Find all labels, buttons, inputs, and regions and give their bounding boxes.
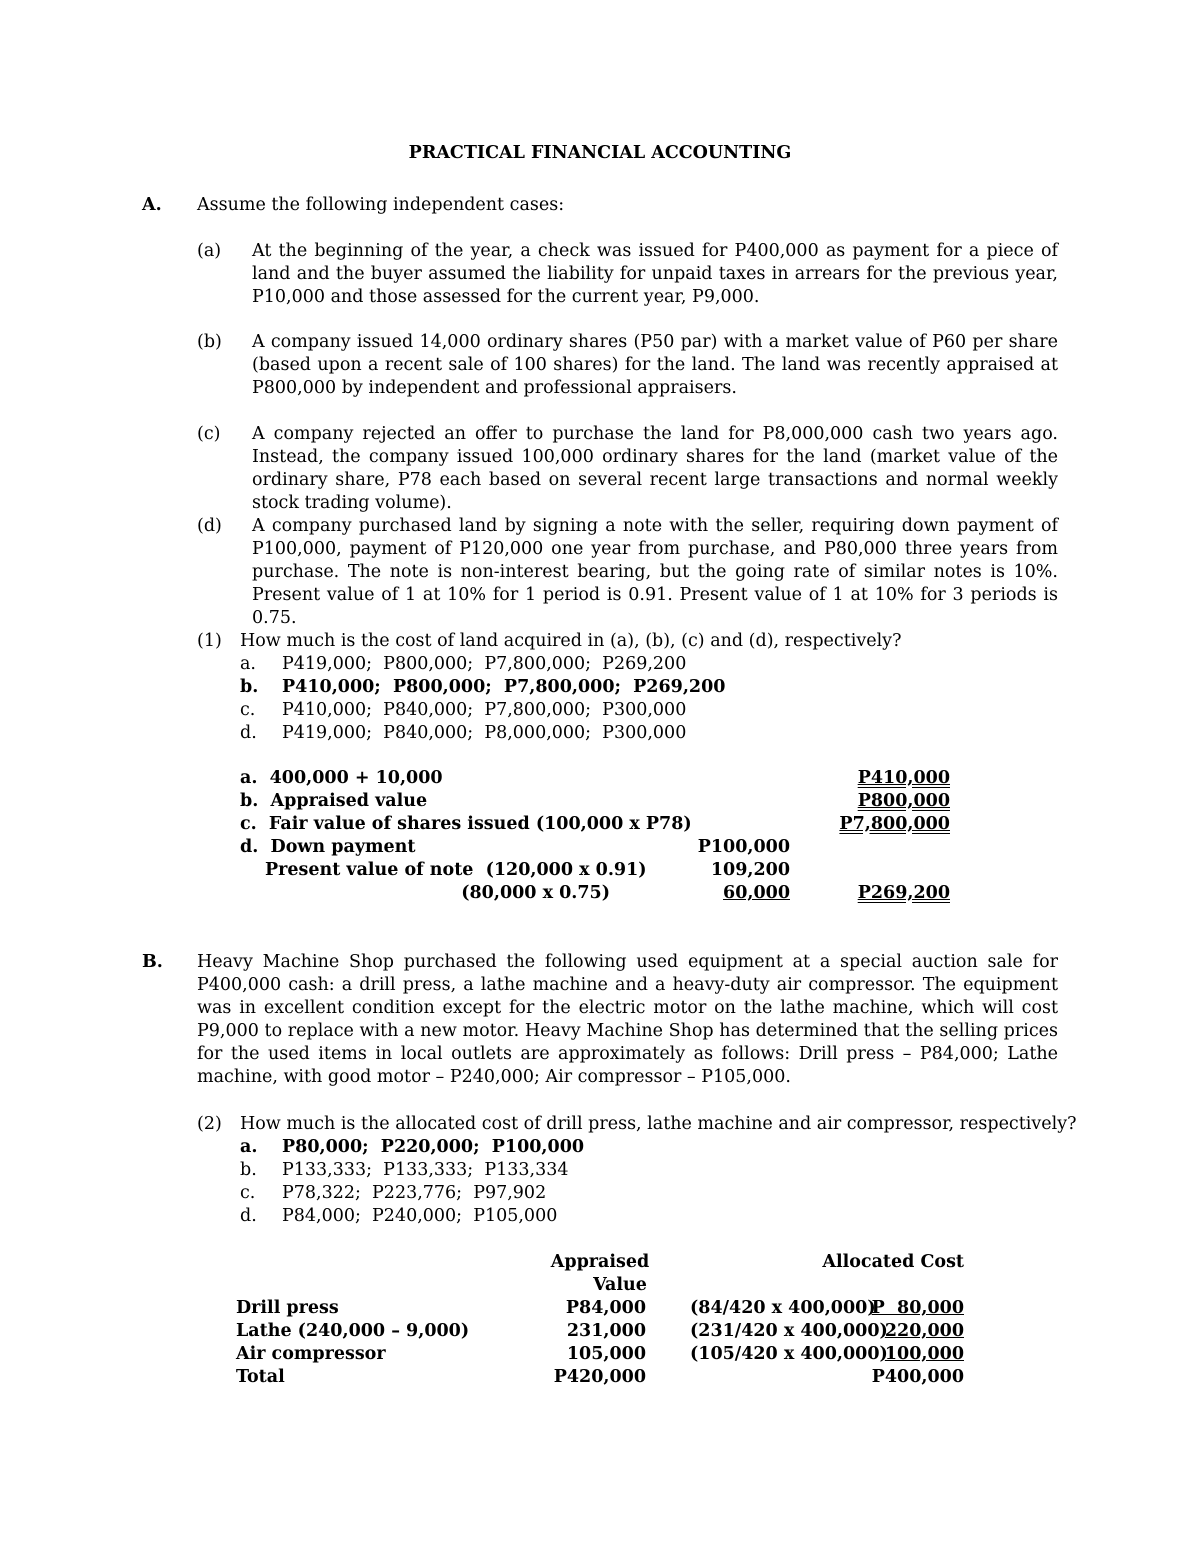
table-row-item: Air compressor xyxy=(236,1344,386,1364)
section-a-label: A. xyxy=(142,195,162,215)
solution-d-label: d. Down payment xyxy=(240,837,416,857)
solution-pv2-label: (80,000 x 0.75) xyxy=(461,883,610,903)
choice-text: P410,000; P840,000; P7,800,000; P300,000 xyxy=(282,700,687,720)
question-text: How much is the allocated cost of drill press, lathe machine and air compressor, respectively? xyxy=(240,1114,1077,1134)
solution-d-amount: P100,000 xyxy=(697,837,790,857)
table-row-formula: (231/420 x 400,000) xyxy=(690,1321,888,1341)
question-number: (1) xyxy=(197,631,222,651)
choice-text: P84,000; P240,000; P105,000 xyxy=(282,1206,558,1226)
section-b-text: Heavy Machine Shop purchased the following used equipment at a special auction sale for P400,000 cash: a drill press, a lathe machine and a heavy-duty air compressor. The equipment was in excellent condition except for the electric motor on the lathe machine, which will cost P9,000 to replace with a new motor. Heavy Machine Shop has determined that the selling prices for the used items in local outlets are approximately as follows: Drill press – P84,000; Lathe machine, with good motor – P240,000; Air compressor – P105,000. xyxy=(197,952,1058,1087)
table-row-appraised: 105,000 xyxy=(566,1344,646,1364)
table-row-allocated: P 80,000 xyxy=(871,1298,964,1318)
header-value: Value xyxy=(593,1275,647,1295)
choice-text: P133,333; P133,333; P133,334 xyxy=(282,1160,569,1180)
choice-letter: a. xyxy=(240,654,256,674)
table-total-appraised: P420,000 xyxy=(553,1367,646,1387)
case-text: A company rejected an offer to purchase the land for P8,000,000 cash two years ago. Instead, the company issued 100,000 ordinary shares for the land (market value of the ordinary share, P78 each based on several recent large transactions and normal weekly stock trading volume). xyxy=(252,424,1058,513)
choice-text-correct: P410,000; P800,000; P7,800,000; P269,200 xyxy=(282,677,726,697)
question-text: How much is the cost of land acquired in (a), (b), (c) and (d), respectively? xyxy=(240,631,902,651)
case-label: (b) xyxy=(197,332,222,352)
case-text: A company issued 14,000 ordinary shares (P50 par) with a market value of P60 per share (based upon a recent sale of 100 shares) for the land. The land was recently appraised at P800,000 by independent and professional appraisers. xyxy=(252,332,1058,398)
table-total-allocated: P400,000 xyxy=(871,1367,964,1387)
header-appraised: Appraised xyxy=(550,1252,650,1272)
choice-letter-correct: b. xyxy=(240,677,259,697)
question-number: (2) xyxy=(197,1114,222,1134)
case-label: (a) xyxy=(197,241,222,261)
choice-letter: d. xyxy=(240,723,257,743)
section-b-label: B. xyxy=(142,952,163,972)
choice-letter: b. xyxy=(240,1160,257,1180)
table-row-appraised: P84,000 xyxy=(565,1298,646,1318)
table-row-item: Drill press xyxy=(236,1298,339,1318)
table-row-allocated: 100,000 xyxy=(884,1344,964,1364)
page-title: PRACTICAL FINANCIAL ACCOUNTING xyxy=(408,143,792,163)
table-row-formula: (105/420 x 400,000) xyxy=(690,1344,888,1364)
section-a-intro: Assume the following independent cases: xyxy=(197,195,565,215)
table-total-label: Total xyxy=(236,1367,285,1387)
table-row-appraised: 231,000 xyxy=(566,1321,646,1341)
choice-letter: c. xyxy=(240,700,256,720)
solution-pv2-amount: 60,000 xyxy=(723,883,790,903)
solution-c-total: P7,800,000 xyxy=(839,814,950,834)
choice-letter-correct: a. xyxy=(240,1137,258,1157)
solution-a-label: a. 400,000 + 10,000 xyxy=(240,768,443,788)
choice-text: P419,000; P800,000; P7,800,000; P269,200 xyxy=(282,654,687,674)
table-row-formula: (84/420 x 400,000) xyxy=(690,1298,876,1318)
solution-pv1-label: Present value of note (120,000 x 0.91) xyxy=(265,860,647,880)
choice-letter: d. xyxy=(240,1206,257,1226)
header-allocated-cost: Allocated Cost xyxy=(822,1252,964,1272)
solution-pv1-amount: 109,200 xyxy=(710,860,790,880)
solution-d-total: P269,200 xyxy=(857,883,950,903)
solution-b-label: b. Appraised value xyxy=(240,791,428,811)
choice-text: P78,322; P223,776; P97,902 xyxy=(282,1183,547,1203)
solution-a-total: P410,000 xyxy=(857,768,950,788)
table-row-item: Lathe (240,000 – 9,000) xyxy=(236,1321,470,1341)
choice-text-correct: P80,000; P220,000; P100,000 xyxy=(282,1137,585,1157)
table-row-allocated: 220,000 xyxy=(884,1321,964,1341)
case-label: (d) xyxy=(197,516,222,536)
choice-letter: c. xyxy=(240,1183,256,1203)
case-text: At the beginning of the year, a check was issued for P400,000 as payment for a piece of land and the buyer assumed the liability for unpaid taxes in arrears for the previous year, P10,000 and those assessed for the current year, P9,000. xyxy=(252,241,1058,307)
solution-c-label: c. Fair value of shares issued (100,000 x P78) xyxy=(240,814,692,834)
case-text: A company purchased land by signing a note with the seller, requiring down payment of P100,000, payment of P120,000 one year from purchase, and P80,000 three years from purchase. The note is non-interest bearing, but the going rate of similar notes is 10%. Present value of 1 at 10% for 1 period is 0.91. Present value of 1 at 10% for 3 periods is 0.75. xyxy=(252,516,1058,628)
case-label: (c) xyxy=(197,424,221,444)
solution-b-total: P800,000 xyxy=(857,791,950,811)
choice-text: P419,000; P840,000; P8,000,000; P300,000 xyxy=(282,723,687,743)
